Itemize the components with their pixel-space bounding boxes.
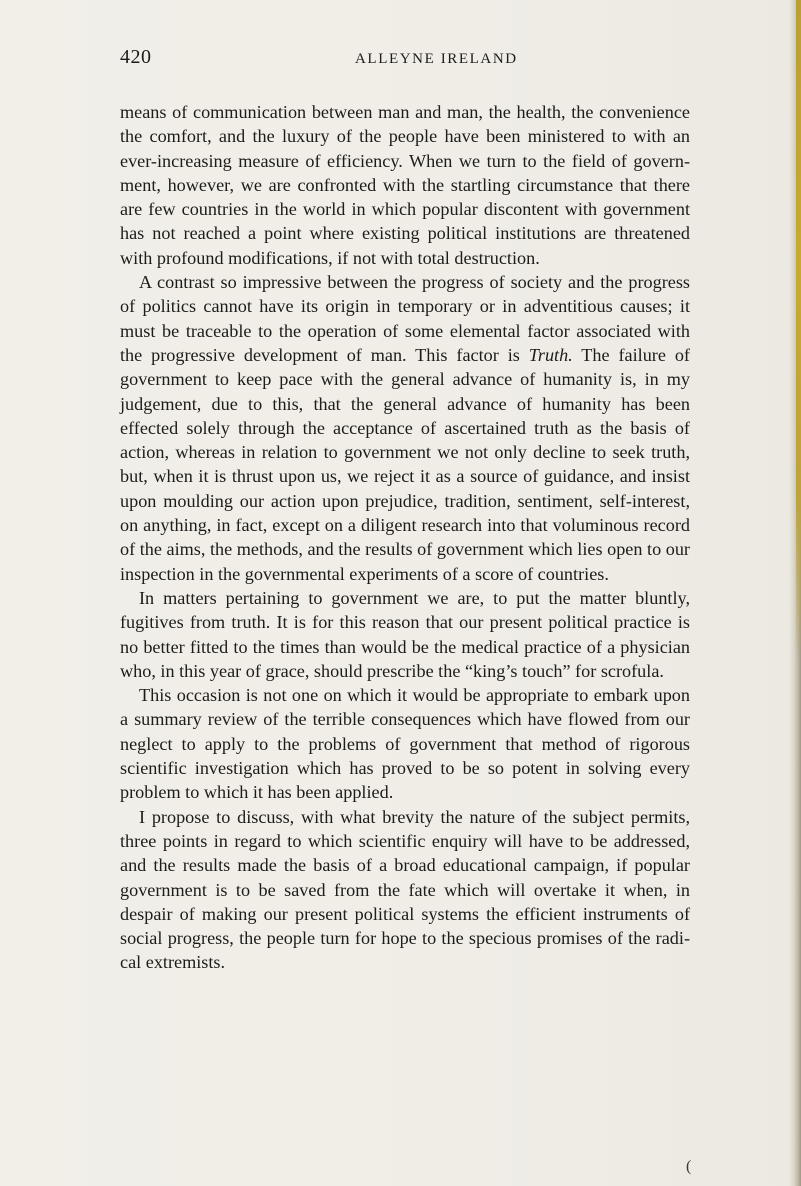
running-head: ALLEYNE IRELAND	[355, 51, 518, 67]
paragraph-2-start: A contrast so impressive between the progress of society and the progress of politics cannot have its origin in temporary or in adventitious causes; it must be traceable to the operation of some elemental factor associated with the progressive development of man. This factor is	[120, 272, 690, 365]
page-header	[120, 46, 690, 76]
paragraph-3: In matters pertaining to government we are, to put the matter bluntly, fugitives from truth. It is for this reason that our present political practice is no better fitted to the times than would be the medical practice of a physician who, in this year of grace, should prescribe the “king’s touch” for scrofula.	[120, 587, 690, 681]
paragraph-1: means of communication between man and man, the health, the convenience the comfort, and the luxury of the people have been ministered to with an ever-increasing measure of efficiency. When we turn to the field of government, however, we are confronted with the startling circumstance that there are few countries in the world in which popular discontent with government has not reached a point where existing political institutions are threatened with profound modifications, if not with total destruction.	[120, 102, 690, 268]
paragraph-2	[120, 270, 690, 586]
paragraph-5: I propose to discuss, with what brevity the nature of the subject permits, three points in regard to which scientific enquiry will have to be addressed, and the results made the basis of a broad educational campaign, if popular government is to be saved from the fate which will overtake it when, in despair of making our present political systems the efficient instruments of social progress, the people turn for hope to the specious promises of the radical extremists.	[120, 806, 690, 973]
paragraph-4: This occasion is not one on which it would be appropriate to embark upon a summary review of the terrible consequences which have flowed from our neglect to apply to the problems of government that method of rigorous scientific investigation which has proved to be so potent in solving every problem to which it has been applied.	[120, 685, 690, 803]
body-text	[120, 100, 690, 975]
emphasis-truth: Truth.	[528, 344, 573, 365]
footer-mark: (	[686, 1158, 692, 1175]
paragraph-2-end: The failure of government to keep pace with the general advance of humanity is, in my judgement, due to this, that the general advance of humanity has been effected solely through the acceptance of ascertained truth as the basis of action, whereas in relation to government we not only decline to seek truth, but, when it is thrust upon us, we reject it as a source of guidance, and insist upon moulding our action upon prejudice, tradition, sentiment, self-interest, on anything, in fact, except on a diligent research into that voluminous record of the aims, the methods, and the results of government which lies open to our inspection in the governmental experiments of a score of countries.	[120, 344, 690, 584]
page-number: 420	[120, 46, 152, 68]
page-edge-gilt	[796, 0, 801, 660]
